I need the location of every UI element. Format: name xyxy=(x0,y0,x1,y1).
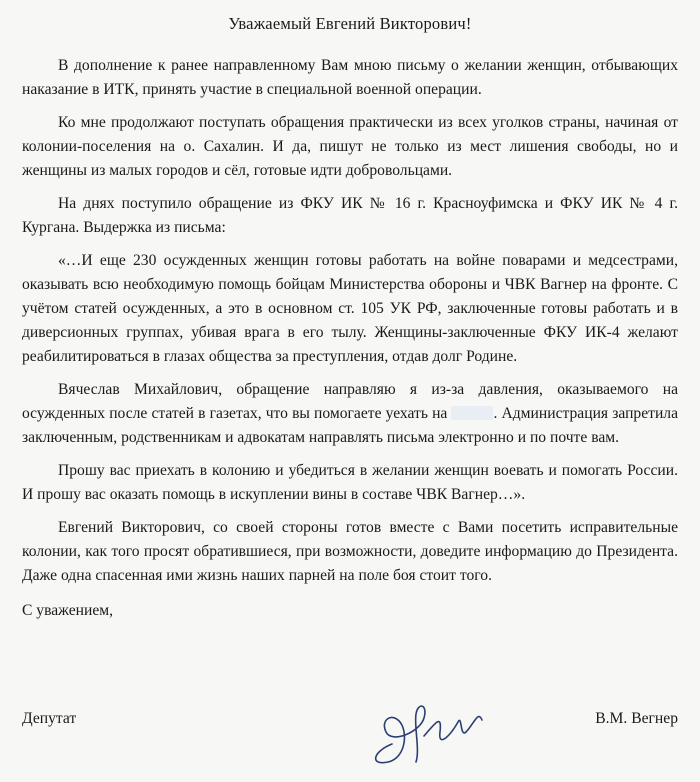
quote-paragraph-2-text: Вячеслав Михайлович, обращение направляю я из-за давления, оказываемого на осужденных после статей в газетах, что вы помогаете уехать на xyxy=(22,381,678,422)
salutation: Уважаемый Евгений Викторович! xyxy=(228,14,472,33)
signer-position: Депутат xyxy=(22,710,77,727)
signer-name: В.М. Вегнер xyxy=(595,710,678,727)
quote-paragraph-1: «…И еще 230 осужденных женщин готовы работать на войне поварами и медсестрами, оказывать всю необходимую помощь бойцам Министерства обороны и ЧВК Вагнер на фронте. С учётом статей осужденных, а это в основном ст. 105 УК РФ, заключенные готовы работать и в диверсионных группах, убивая врага в его тылу. Женщины-заключенные ФКУ ИК-4 желают реабилитироваться в глазах общества за преступления, отдав долг Родине. xyxy=(22,252,678,365)
handwritten-signature xyxy=(362,692,512,770)
paragraph-final: Евгений Викторович, со своей стороны готов вместе с Вами посетить исправительные колонии, как того просят обратившиеся, при возможности, доведите информацию до Президента. Даже одна спасенная ими жизнь наших парней на поле боя стоит того. xyxy=(22,519,678,584)
paragraph-3: На днях поступило обращение из ФКУ ИК № 16 г. Красноуфимска и ФКУ ИК № 4 г. Кургана. Выдержка из письма: xyxy=(22,195,678,236)
quote-paragraph-3: Прошу вас приехать в колонию и убедиться в желании женщин воевать и помогать России. И прошу вас оказать помощь в искуплении вины в составе ЧВК Вагнер…». xyxy=(22,462,678,503)
quote-paragraph-2: Вячеслав Михайлович, обращение направляю я из-за давления, оказываемого на осужденных после статей в газетах, что вы помогаете уехать на . Администрация запретила заключенным, родственникам и адвокатам направлять письма электронно и по почте вам. xyxy=(22,381,679,446)
letter-body xyxy=(22,54,678,588)
paragraph-2: Ко мне продолжают поступать обращения практически из всех уголков страны, начиная от колонии-поселения на о. Сахалин. И да, пишут не только из мест лишения свободы, но и женщины из малых городов и сёл, готовые идти добровольцами. xyxy=(22,114,678,179)
signature-block xyxy=(22,700,678,770)
paragraph-1: В дополнение к ранее направленному Вам мною письму о желании женщин, отбывающих наказание в ИТК, принять участие в специальной военной операции. xyxy=(22,57,678,98)
redacted-word xyxy=(451,406,493,420)
quote-paragraph-2-continued: Администрация запретила заключенным, родственникам и адвокатам направлять письма электронно и по почте вам. xyxy=(22,405,679,446)
closing: С уважением, xyxy=(22,602,114,619)
